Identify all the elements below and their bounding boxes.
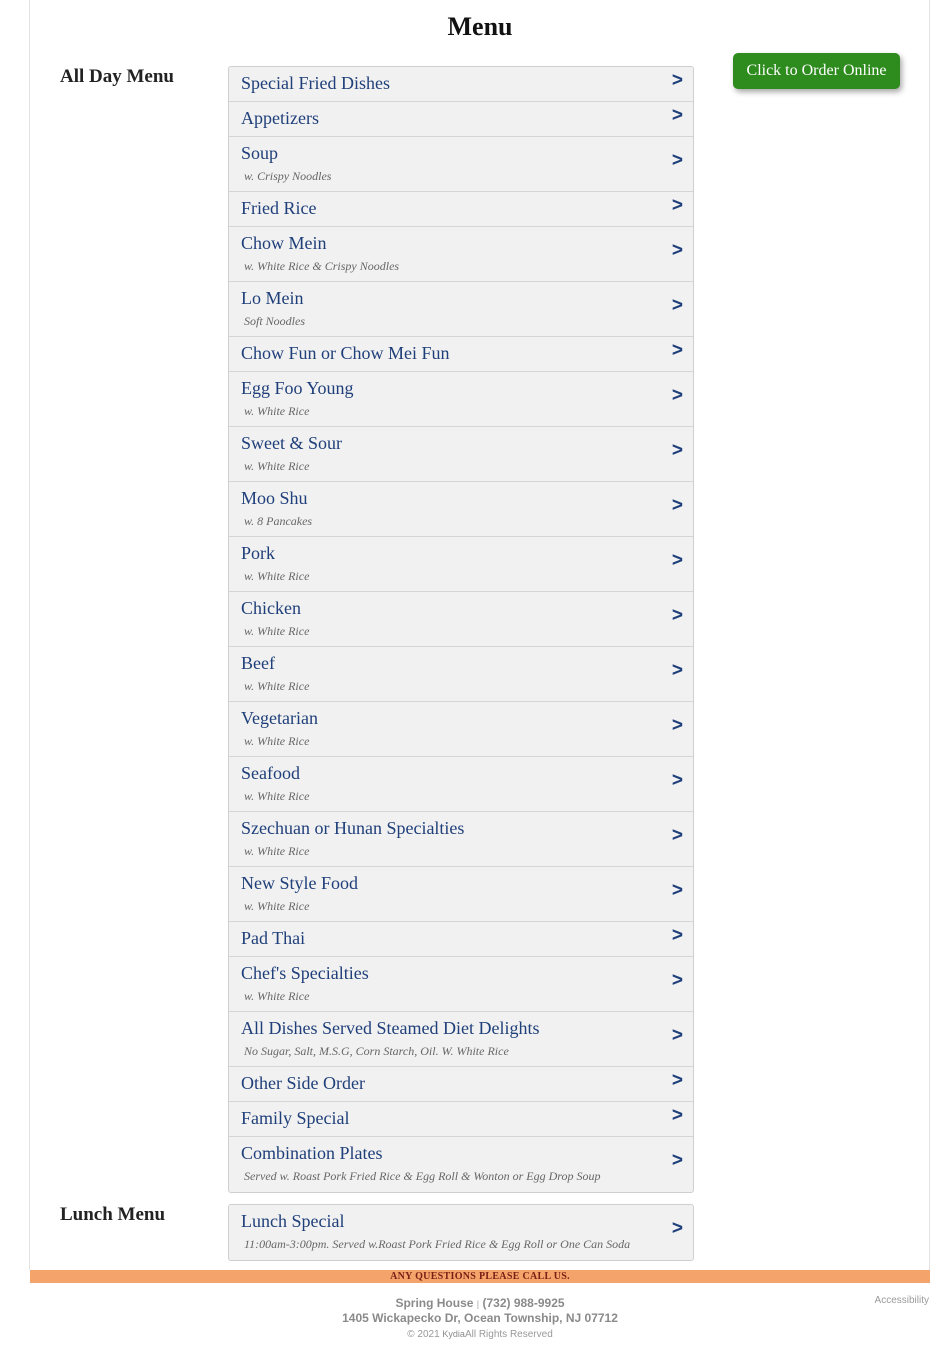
menu-category-name[interactable]: Moo Shu xyxy=(241,488,308,508)
menu-category-item[interactable] xyxy=(229,1067,693,1102)
chevron-right-icon[interactable]: > xyxy=(671,770,683,791)
menu-category-item[interactable] xyxy=(229,482,693,537)
menu-category-name[interactable]: Chow Mein xyxy=(241,233,327,253)
menu-category-description: w. White Rice xyxy=(244,844,310,858)
menu-category-description: Soft Noodles xyxy=(244,314,306,328)
menu-category-item[interactable] xyxy=(229,647,693,702)
menu-category-item[interactable] xyxy=(229,592,693,647)
menu-category-name[interactable]: Soup xyxy=(241,143,279,163)
menu-category-description: Served w. Roast Pork Fried Rice & Egg Roll & Wonton or Egg Drop Soup xyxy=(244,1169,601,1183)
page-title: Menu xyxy=(447,12,513,41)
menu-category-item[interactable] xyxy=(229,1012,693,1067)
chevron-right-icon[interactable]: > xyxy=(671,880,683,901)
menu-category-description: w. Crispy Noodles xyxy=(244,169,332,183)
menu-category-name[interactable]: Seafood xyxy=(241,763,300,783)
lunch-menu-list xyxy=(228,1204,694,1261)
footer-address: 1405 Wickapecko Dr, Ocean Township, NJ 07712 xyxy=(342,1311,618,1325)
chevron-right-icon[interactable]: > xyxy=(671,105,683,126)
menu-category-item[interactable] xyxy=(229,757,693,812)
accessibility-link[interactable]: Accessibility xyxy=(874,1295,929,1306)
menu-category-name[interactable]: Special Fried Dishes xyxy=(241,73,390,93)
chevron-right-icon[interactable]: > xyxy=(671,70,683,91)
menu-category-item[interactable] xyxy=(229,427,693,482)
menu-category-description: w. White Rice xyxy=(244,624,310,638)
chevron-right-icon[interactable]: > xyxy=(671,715,683,736)
chevron-right-icon[interactable]: > xyxy=(671,385,683,406)
menu-category-item[interactable] xyxy=(229,372,693,427)
call-us-banner: ANY QUESTIONS PLEASE CALL US. xyxy=(30,1270,930,1283)
menu-category-item[interactable] xyxy=(229,537,693,592)
menu-category-description: w. White Rice xyxy=(244,404,310,418)
footer-copyright xyxy=(0,1327,945,1342)
chevron-right-icon[interactable]: > xyxy=(671,495,683,516)
menu-category-item[interactable] xyxy=(229,1102,693,1137)
menu-category-item[interactable] xyxy=(229,192,693,227)
menu-category-item[interactable] xyxy=(229,702,693,757)
footer-separator: | xyxy=(476,1299,480,1309)
menu-category-description: 11:00am-3:00pm. Served w.Roast Pork Fried Rice & Egg Roll or One Can Soda xyxy=(244,1237,631,1251)
phone-number[interactable]: (732) 988-9925 xyxy=(482,1296,565,1310)
chevron-right-icon[interactable]: > xyxy=(671,660,683,681)
menu-category-description: w. White Rice xyxy=(244,789,310,803)
menu-category-name[interactable]: Family Special xyxy=(241,1108,350,1128)
menu-category-name[interactable]: Chicken xyxy=(241,598,301,618)
menu-category-item[interactable] xyxy=(229,957,693,1012)
footer xyxy=(0,1296,945,1342)
footer-contact xyxy=(0,1296,945,1311)
chevron-right-icon[interactable]: > xyxy=(671,1105,683,1126)
menu-category-description: No Sugar, Salt, M.S.G, Corn Starch, Oil. W. White Rice xyxy=(244,1044,509,1058)
menu-category-name[interactable]: Pad Thai xyxy=(241,928,306,948)
menu-category-item[interactable] xyxy=(229,867,693,922)
chevron-right-icon[interactable]: > xyxy=(671,150,683,171)
menu-category-name[interactable]: Appetizers xyxy=(241,108,319,128)
menu-category-item[interactable] xyxy=(229,337,693,372)
menu-category-description: w. White Rice xyxy=(244,459,310,473)
copyright-text: © 2021 xyxy=(407,1329,440,1340)
menu-category-name[interactable]: Chef's Specialties xyxy=(241,963,369,983)
menu-category-item[interactable] xyxy=(229,812,693,867)
all-day-menu-heading: All Day Menu xyxy=(60,66,174,87)
rights-text: All Rights Reserved xyxy=(464,1329,553,1340)
menu-category-item[interactable] xyxy=(229,137,693,192)
menu-category-description: w. 8 Pancakes xyxy=(244,514,313,528)
menu-category-item[interactable] xyxy=(229,1205,693,1260)
menu-category-name[interactable]: Egg Foo Young xyxy=(241,378,354,398)
menu-category-name[interactable]: Sweet & Sour xyxy=(241,433,342,453)
menu-category-description: w. White Rice xyxy=(244,989,310,1003)
menu-category-name[interactable]: All Dishes Served Steamed Diet Delights xyxy=(241,1018,540,1038)
chevron-right-icon[interactable]: > xyxy=(671,1218,683,1239)
menu-category-item[interactable] xyxy=(229,227,693,282)
menu-category-name[interactable]: Lo Mein xyxy=(241,288,304,308)
menu-category-name[interactable]: Szechuan or Hunan Specialties xyxy=(241,818,465,838)
menu-category-item[interactable] xyxy=(229,67,693,102)
chevron-right-icon[interactable]: > xyxy=(671,195,683,216)
lunch-menu-heading: Lunch Menu xyxy=(60,1204,166,1225)
kydia-link[interactable]: Kydia xyxy=(442,1329,465,1339)
chevron-right-icon[interactable]: > xyxy=(671,295,683,316)
chevron-right-icon[interactable]: > xyxy=(671,240,683,261)
chevron-right-icon[interactable]: > xyxy=(671,970,683,991)
menu-category-name[interactable]: Pork xyxy=(241,543,276,563)
menu-category-name[interactable]: Combination Plates xyxy=(241,1143,383,1163)
menu-category-name[interactable]: Chow Fun or Chow Mei Fun xyxy=(241,343,450,363)
chevron-right-icon[interactable]: > xyxy=(671,1025,683,1046)
menu-category-item[interactable] xyxy=(229,922,693,957)
menu-category-name[interactable]: Vegetarian xyxy=(241,708,318,728)
chevron-right-icon[interactable]: > xyxy=(671,825,683,846)
menu-category-item[interactable] xyxy=(229,102,693,137)
menu-category-name[interactable]: New Style Food xyxy=(241,873,358,893)
chevron-right-icon[interactable]: > xyxy=(671,1150,683,1171)
chevron-right-icon[interactable]: > xyxy=(671,605,683,626)
chevron-right-icon[interactable]: > xyxy=(671,340,683,361)
menu-category-name[interactable]: Beef xyxy=(241,653,275,673)
menu-category-item[interactable] xyxy=(229,282,693,337)
menu-category-name[interactable]: Other Side Order xyxy=(241,1073,365,1093)
menu-category-description: w. White Rice & Crispy Noodles xyxy=(244,259,400,273)
chevron-right-icon[interactable]: > xyxy=(671,1070,683,1091)
menu-category-description: w. White Rice xyxy=(244,569,310,583)
menu-category-description: w. White Rice xyxy=(244,734,310,748)
chevron-right-icon[interactable]: > xyxy=(671,550,683,571)
restaurant-name: Spring House xyxy=(395,1296,474,1310)
order-online-button[interactable]: Click to Order Online xyxy=(733,53,900,89)
all-day-menu-list xyxy=(228,66,694,1193)
menu-category-name[interactable]: Fried Rice xyxy=(241,198,317,218)
menu-category-item[interactable] xyxy=(229,1137,693,1192)
chevron-right-icon[interactable]: > xyxy=(671,925,683,946)
menu-category-name[interactable]: Lunch Special xyxy=(241,1211,345,1231)
menu-category-description: w. White Rice xyxy=(244,679,310,693)
chevron-right-icon[interactable]: > xyxy=(671,440,683,461)
menu-category-description: w. White Rice xyxy=(244,899,310,913)
